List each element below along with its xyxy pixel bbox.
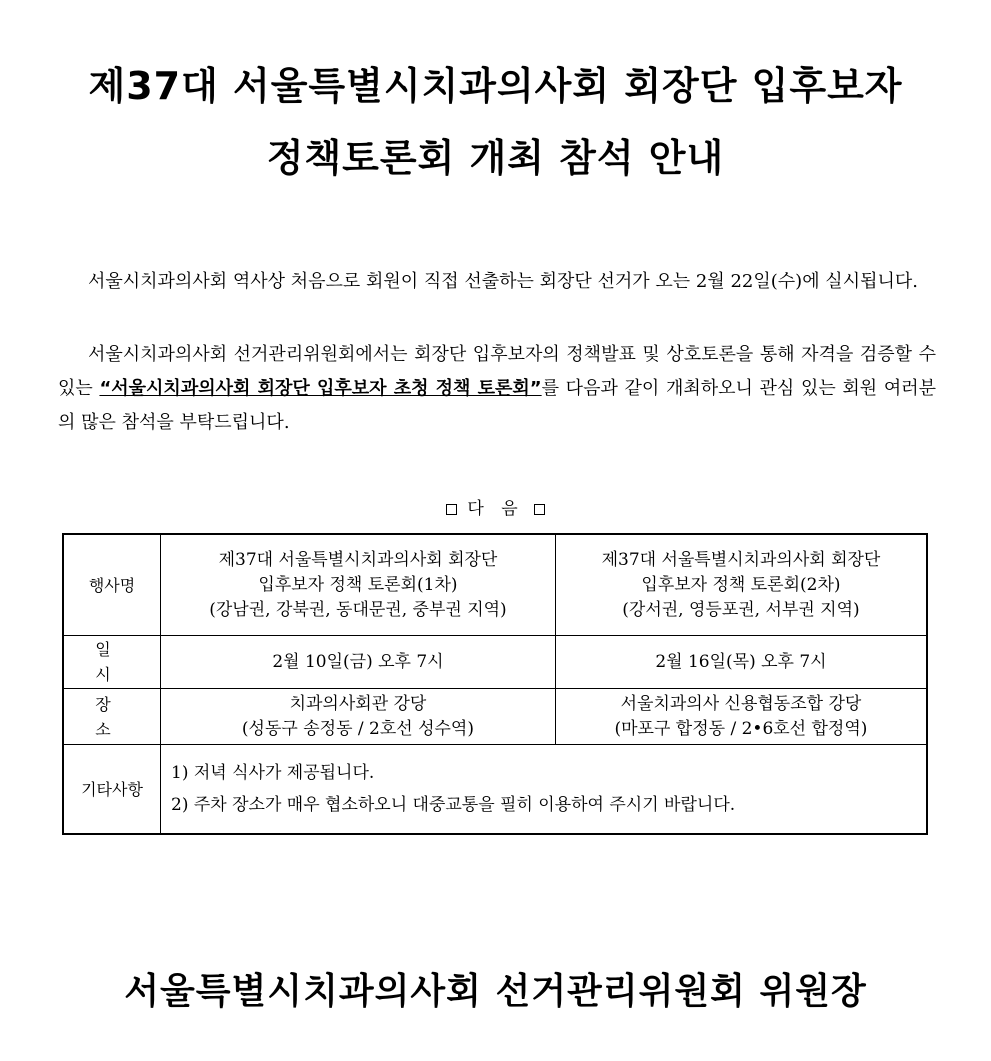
row-header-event-name: 행사명 xyxy=(63,534,161,636)
document-title-line-2: 정책토론회 개최 참석 안내 xyxy=(266,136,725,180)
square-bullet-icon xyxy=(446,504,457,515)
square-bullet-icon xyxy=(534,504,545,515)
event-2-datetime-cell: 2월 16일(목) 오후 7시 xyxy=(555,636,927,689)
signature-line: 서울특별시치과의사회 선거관리위원회 위원장 xyxy=(124,971,867,1012)
cell-line: (마포구 합정동 / 2•6호선 합정역) xyxy=(614,718,868,739)
event-1-datetime-cell: 2월 10일(금) 오후 7시 xyxy=(161,636,556,689)
cell-line: 입후보자 정책 토론회(2차) xyxy=(641,574,841,595)
cell-line: 입후보자 정책 토론회(1차) xyxy=(258,574,458,595)
event-details-table xyxy=(62,533,928,835)
event-2-venue-cell xyxy=(555,689,927,745)
row-header-datetime: 일 시 xyxy=(63,636,161,689)
note-item: 1) 저녁 식사가 제공됩니다. xyxy=(171,763,375,783)
cell-line: (성동구 송정동 / 2호선 성수역) xyxy=(241,718,474,739)
cell-line: 제37대 서울특별시치과의사회 회장단 xyxy=(218,549,498,570)
table-row-notes xyxy=(63,745,927,835)
cell-line: (강남권, 강북권, 동대문권, 중부권 지역) xyxy=(209,599,507,620)
section-heading-text: 다 음 xyxy=(467,499,524,519)
invitation-paragraph xyxy=(58,338,936,440)
document-title-line-1: 제37대 서울특별시치과의사회 회장단 입후보자 xyxy=(88,64,903,108)
notes-cell xyxy=(161,745,928,835)
invitation-text-after: 를 다음과 같이 개최하오니 관심 있는 회원 여러분의 많은 참석을 부탁드립니다. xyxy=(58,378,936,433)
intro-paragraph xyxy=(58,265,936,299)
event-2-name-cell xyxy=(555,534,927,636)
table-row-venue xyxy=(63,689,927,745)
cell-line: 치과의사회관 강당 xyxy=(289,693,427,714)
event-1-venue-cell xyxy=(161,689,556,745)
event-name-emphasis: “서울시치과의사회 회장단 입후보자 초청 정책 토론회” xyxy=(99,378,542,399)
row-header-venue: 장 소 xyxy=(63,689,161,745)
table-row-datetime xyxy=(63,636,927,689)
intro-text: 서울시치과의사회 역사상 처음으로 회원이 직접 선출하는 회장단 선거가 오는 2월 22일(수)에 실시됩니다. xyxy=(88,271,918,292)
cell-line: 제37대 서울특별시치과의사회 회장단 xyxy=(601,549,881,570)
event-1-name-cell xyxy=(161,534,556,636)
cell-line: (강서권, 영등포권, 서부권 지역) xyxy=(622,599,860,620)
section-heading xyxy=(0,494,991,519)
table-row-event-name xyxy=(63,534,927,636)
note-item: 2) 주차 장소가 매우 협소하오니 대중교통을 필히 이용하여 주시기 바랍니다. xyxy=(171,795,736,815)
row-header-notes: 기타사항 xyxy=(63,745,161,835)
cell-line: 서울치과의사 신용협동조합 강당 xyxy=(620,693,862,714)
invitation-text-before: 서울시치과의사회 선거관리위원회에서는 회장단 입후보자의 정책발표 및 상호토론을 통해 자격을 검증할 수 있는 xyxy=(58,344,936,399)
